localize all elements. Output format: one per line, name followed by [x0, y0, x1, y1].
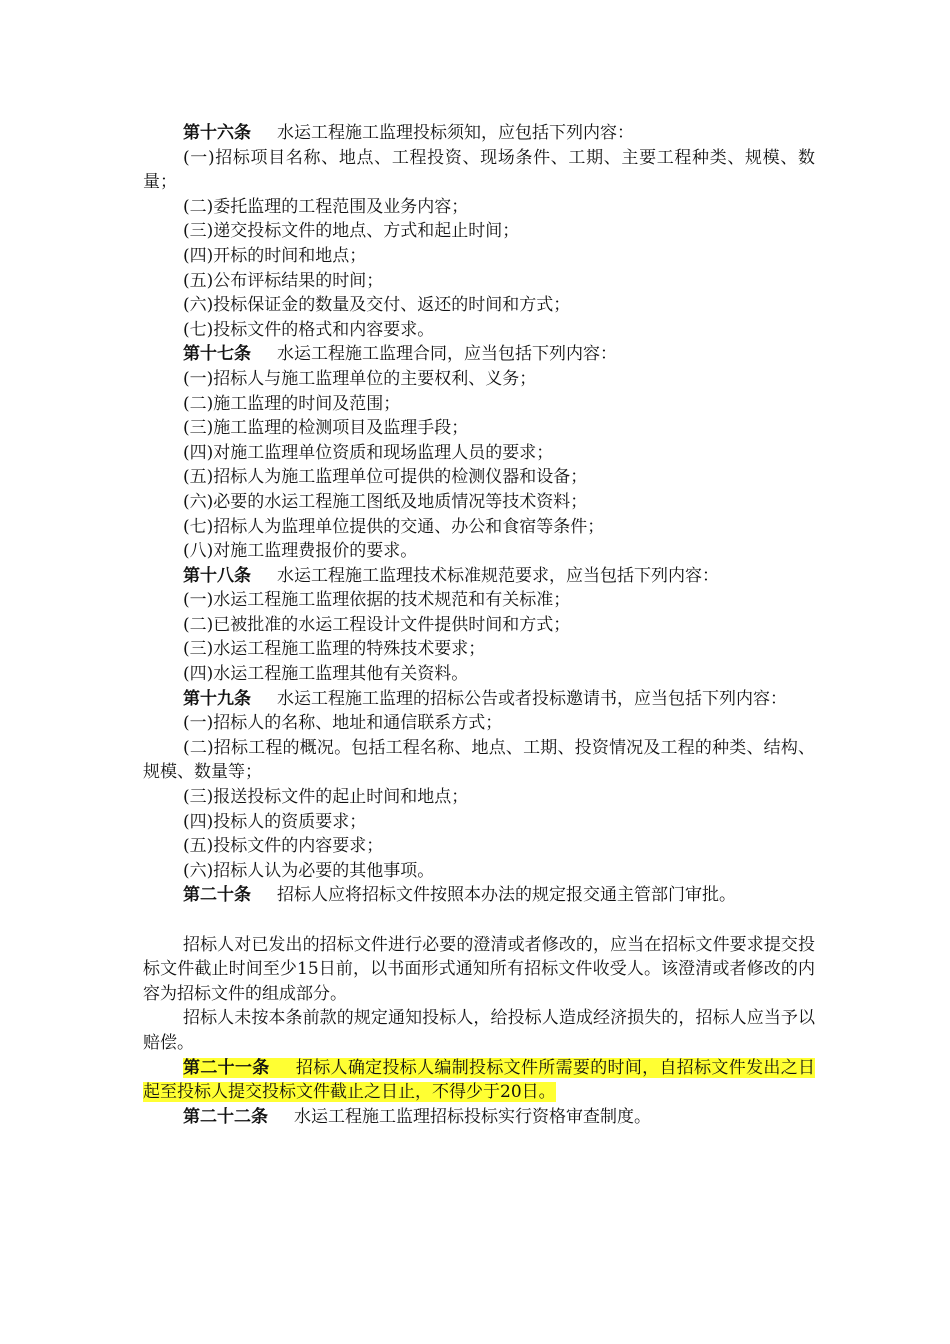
article-label: 第十九条 — [183, 688, 251, 709]
list-item: (六)必要的水运工程施工图纸及地质情况等技术资料； — [183, 491, 588, 512]
list-item: (三)报送投标文件的起止时间和地点； — [183, 787, 469, 808]
list-item: (五)公布评标结果的时间； — [183, 270, 384, 291]
article-text: 招标人应将招标文件按照本办法的规定报交通主管部门审批。 — [277, 885, 736, 906]
article-17-heading — [143, 342, 815, 367]
list-item: (五)投标文件的内容要求； — [183, 836, 384, 857]
article-22-heading — [143, 1105, 815, 1130]
article-label: 第十八条 — [183, 565, 251, 586]
list-item: (七)投标文件的格式和内容要求。 — [183, 319, 435, 340]
article-20-heading — [143, 883, 815, 908]
list-item: (六)投标保证金的数量及交付、返还的时间和方式； — [183, 295, 571, 316]
list-item: (三)水运工程施工监理的特殊技术要求； — [183, 639, 486, 660]
highlighted-text — [143, 1058, 815, 1103]
article-label: 第二十一条 — [183, 1057, 270, 1078]
document-page — [143, 121, 815, 1129]
paragraph: 招标人对已发出的招标文件进行必要的澄清或者修改的，应当在招标文件要求提交投标文件截止时间至少15日前，以书面形式通知所有招标文件收受人。该澄清或者修改的内容为招标文件的组成部分。 — [143, 934, 815, 1004]
article-text: 水运工程施工监理招标投标实行资格审查制度。 — [294, 1106, 651, 1127]
list-item: (五)招标人为施工监理单位可提供的检测仪器和设备； — [183, 467, 588, 488]
list-item: (一)招标人与施工监理单位的主要权利、义务； — [183, 368, 537, 389]
list-item: (二)已被批准的水运工程设计文件提供时间和方式； — [183, 614, 571, 635]
article-label: 第二十条 — [183, 885, 251, 906]
article-label: 第十六条 — [183, 123, 251, 143]
list-item: (一)招标人的名称、地址和通信联系方式； — [183, 713, 503, 734]
list-item: (一)水运工程施工监理依据的技术规范和有关标准； — [183, 590, 571, 611]
article-18-heading — [143, 564, 815, 589]
list-item: (六)招标人认为必要的其他事项。 — [183, 860, 435, 881]
list-item: (四)水运工程施工监理其他有关资料。 — [183, 664, 469, 685]
article-text: 水运工程施工监理合同，应当包括下列内容： — [277, 344, 617, 365]
list-item: (七)招标人为监理单位提供的交通、办公和食宿等条件； — [183, 516, 605, 537]
list-item: (二)委托监理的工程范围及业务内容； — [183, 196, 469, 217]
blank-line — [143, 908, 815, 933]
article-text: 水运工程施工监理投标须知，应包括下列内容： — [277, 123, 634, 143]
article-label: 第十七条 — [183, 344, 251, 365]
list-item: (四)对施工监理单位资质和现场监理人员的要求； — [183, 442, 554, 463]
paragraph: 招标人未按本条前款的规定通知投标人，给投标人造成经济损失的，招标人应当予以赔偿。 — [143, 1008, 815, 1053]
list-item: (一)招标项目名称、地点、工程投资、现场条件、工期、主要工程种类、规模、数量； — [143, 147, 815, 193]
list-item: (二)招标工程的概况。包括工程名称、地点、工期、投资情况及工程的种类、结构、规模、数量等； — [143, 737, 815, 783]
article-label: 第二十二条 — [183, 1106, 268, 1127]
article-text: 招标人确定投标人编制投标文件所需要的时间，自招标文件发出之日起至投标人提交投标文件截止之日止，不得少于20日。 — [143, 1057, 816, 1103]
article-text: 水运工程施工监理的招标公告或者投标邀请书，应当包括下列内容： — [277, 688, 787, 709]
list-item: (四)投标人的资质要求； — [183, 811, 367, 832]
article-21-heading — [143, 1056, 815, 1105]
list-item: (二)施工监理的时间及范围； — [183, 393, 401, 414]
list-item: (四)开标的时间和地点； — [183, 245, 367, 266]
list-item: (三)施工监理的检测项目及监理手段； — [183, 418, 469, 439]
list-item: (三)递交投标文件的地点、方式和起止时间； — [183, 221, 520, 242]
article-16-heading — [143, 121, 815, 146]
article-19-heading — [143, 687, 815, 712]
article-text: 水运工程施工监理技术标准规范要求，应当包括下列内容： — [277, 565, 719, 586]
list-item: (八)对施工监理费报价的要求。 — [183, 541, 418, 562]
